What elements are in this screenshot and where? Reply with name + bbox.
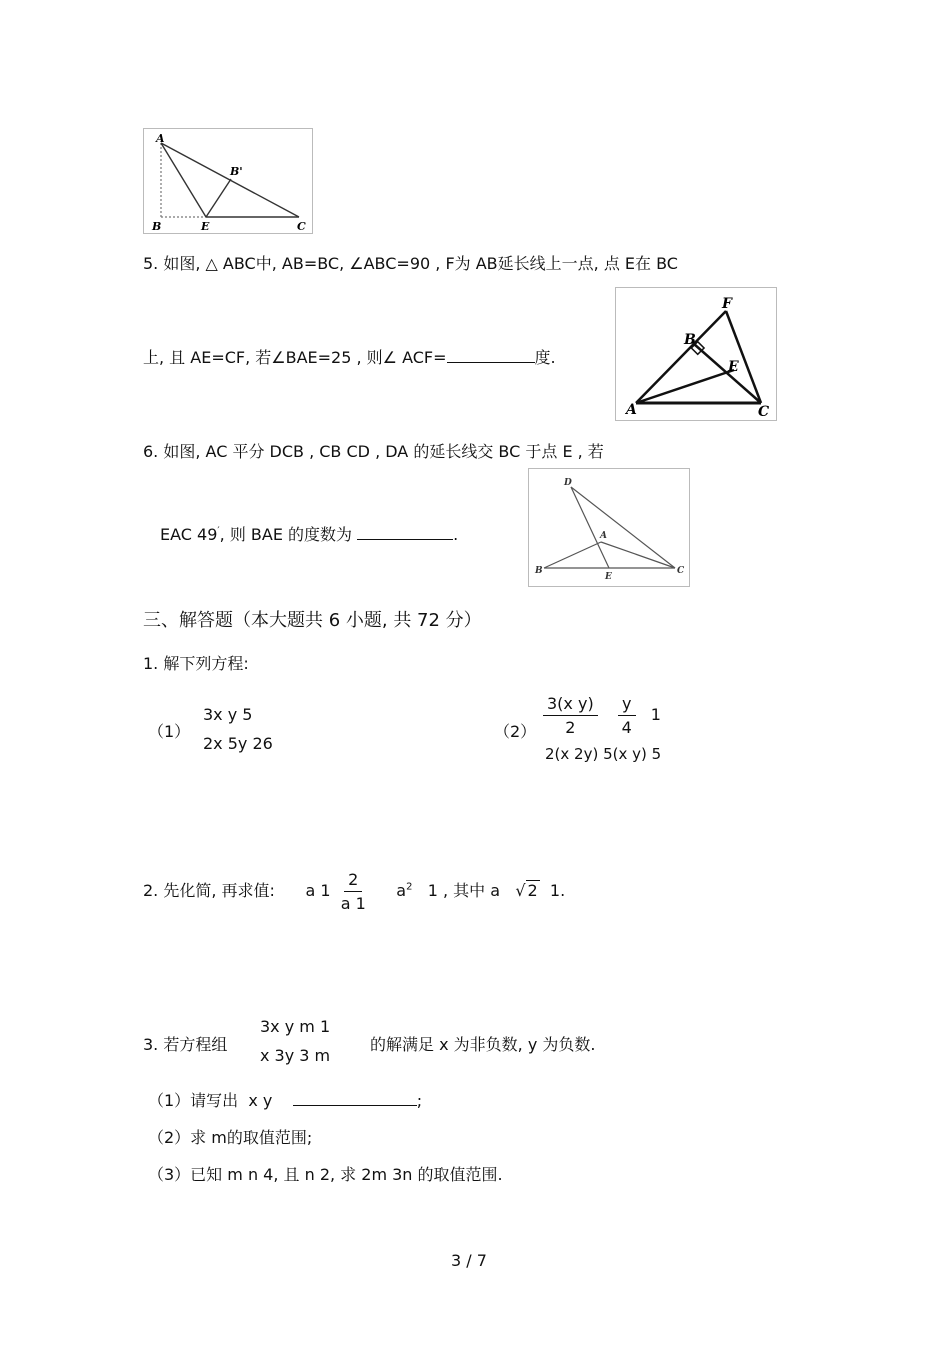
p3-suffix: 的解满足 x 为非负数, y 为负数. xyxy=(370,1035,596,1054)
p3-answer-blank[interactable] xyxy=(293,1089,417,1106)
p1-s1-eq1: 3x y 5 xyxy=(203,705,253,724)
q5-line2 xyxy=(143,345,556,368)
q6-angle-text: EAC 49 xyxy=(160,525,218,544)
label-c: C xyxy=(677,566,685,576)
p3-sub2: （2）求 m的取值范围; xyxy=(148,1128,313,1147)
figure-triangle-abc-fold xyxy=(143,128,313,234)
p1-s2-label: （2） xyxy=(494,722,537,741)
fraction: $\frac{y}{4}$ xyxy=(618,694,635,737)
p1-s1-label: （1） xyxy=(148,722,191,741)
q5-line1: 5. 如图, △ ABC中, AB=BC, ∠ABC=90 , F为 AB延长线上一点, 点 E在 BC xyxy=(143,254,678,273)
label-b: B xyxy=(152,220,162,233)
figure-q5-triangle xyxy=(615,287,777,421)
p3-sub1: （1）请写出 x y ; xyxy=(148,1091,423,1110)
label-a: A xyxy=(156,132,165,145)
figure-q6-triangle xyxy=(528,468,690,587)
label-e: E xyxy=(201,220,210,233)
label-e: E xyxy=(605,572,612,582)
q5-line2-text: 上, 且 AE=CF, 若∠BAE=25 , 则∠ ACF= xyxy=(143,348,447,367)
label-e: E xyxy=(728,359,739,375)
fraction: $\frac{2}{a 1}$ xyxy=(340,870,366,913)
p3-eq2: x 3y 3 m xyxy=(260,1046,331,1065)
label-f: F xyxy=(722,296,732,312)
label-b: B xyxy=(684,332,696,348)
p3-prefix: 3. 若方程组 xyxy=(143,1035,228,1054)
label-b-prime: B' xyxy=(230,165,243,178)
p2-line: 2. 先化简, 再求值: a 1 $\frac{2}{a 1}$ $a^2$ 1 , 其中 a √ 2 1. xyxy=(143,870,566,913)
q5-line2-end: 度. xyxy=(534,348,556,367)
section-3-title: 三、解答题（本大题共 6 小题, 共 72 分） xyxy=(143,610,482,631)
p1-title: 1. 解下列方程: xyxy=(143,654,249,673)
p1-s1-eq2: 2x 5y 26 xyxy=(203,734,273,753)
label-c: C xyxy=(297,220,306,233)
label-b: B xyxy=(535,566,543,576)
label-a: A xyxy=(626,402,637,418)
fraction: $\frac{\text{3(x y)}}{2}$ xyxy=(543,694,598,737)
q6-line2: EAC 49′, 则 BAE 的度数为 . xyxy=(160,525,459,544)
p1-s2-eq2: 2(x 2y) 5(x y) 5 xyxy=(545,745,662,763)
p3-sub3: （3）已知 m n 4, 且 n 2, 求 2m 3n 的取值范围. xyxy=(148,1165,503,1184)
q6-question-text: , 则 BAE 的度数为 xyxy=(219,525,353,544)
p1-s2-eq1: $\frac{\text{3(x y)}}{2}$ $\frac{y}{4}$ 1 xyxy=(543,694,661,737)
p3-eq1: 3x y m 1 xyxy=(260,1017,331,1036)
q5-answer-blank[interactable] xyxy=(447,346,535,363)
q6-end: . xyxy=(453,525,459,544)
label-a: A xyxy=(600,531,607,541)
page-number: 3 / 7 xyxy=(451,1251,487,1270)
label-c: C xyxy=(758,404,770,420)
label-d: D xyxy=(564,478,572,488)
q6-answer-blank[interactable] xyxy=(357,523,453,540)
q6-line1: 6. 如图, AC 平分 DCB , CB CD , DA 的延长线交 BC 于点 E , 若 xyxy=(143,442,604,461)
